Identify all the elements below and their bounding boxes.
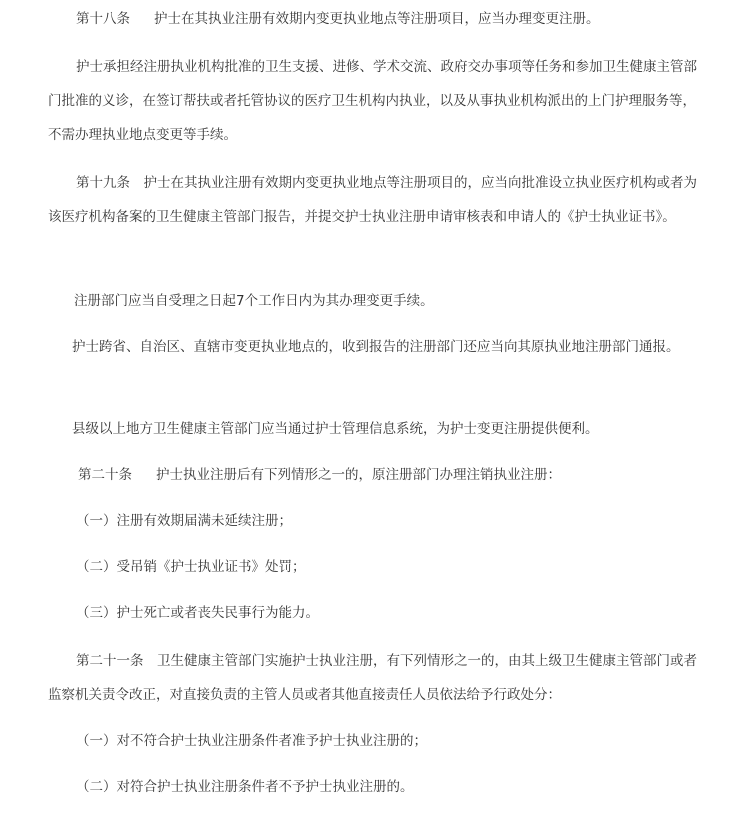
paragraph-info-system: 县级以上地方卫生健康主管部门应当通过护士管理信息系统，为护士变更注册提供便利。 xyxy=(72,421,599,437)
paragraph-change-deadline: 注册部门应当自受理之日起7个工作日内为其办理变更手续。 xyxy=(74,293,434,309)
paragraph-article-20 xyxy=(78,458,728,492)
list-item-21-1: （一）对不符合护士执业注册条件者准予护士执业注册的； xyxy=(76,733,427,749)
paragraph-article-18-note: 护士承担经注册执业机构批准的卫生支援、进修、学术交流、政府交办事项等任务和参加卫生健康主管部门批准的义诊，在签订帮扶或者托管协议的医疗卫生机构内执业，以及从事执业机构派出的上门护理服务等，不需办理执业地点变更等手续。 xyxy=(48,59,697,143)
list-item-20-1: （一）注册有效期届满未延续注册； xyxy=(76,513,292,529)
list-item-20-2: （二）受吊销《护士执业证书》处罚； xyxy=(76,559,306,575)
paragraph-text: 护士执业注册后有下列情形之一的，原注册部门办理注销执业注册： xyxy=(156,467,561,483)
list-item-21-2: （二）对符合护士执业注册条件者不予护士执业注册的。 xyxy=(76,779,414,795)
list-item-20-3: （三）护士死亡或者丧失民事行为能力。 xyxy=(76,605,319,621)
paragraph-text: 护士在其执业注册有效期内变更执业地点等注册项目，应当办理变更注册。 xyxy=(154,11,600,27)
paragraph-article-19: 第十九条 护士在其执业注册有效期内变更执业地点等注册项目的，应当向批准设立执业医疗机构或者为该医疗机构备案的卫生健康主管部门报告，并提交护士执业注册申请审核表和申请人的《护士执业证书》。 xyxy=(48,175,697,225)
paragraph-article-21: 第二十一条 卫生健康主管部门实施护士执业注册，有下列情形之一的，由其上级卫生健康主管部门或者监察机关责令改正，对直接负责的主管人员或者其他直接责任人员依法给予行政处分： xyxy=(48,653,697,703)
paragraph-cross-province: 护士跨省、自治区、直辖市变更执业地点的，收到报告的注册部门还应当向其原执业地注册部门通报。 xyxy=(72,339,680,355)
article-number: 第十八条 xyxy=(76,11,130,27)
article-number: 第二十条 xyxy=(78,467,132,483)
paragraph-article-18 xyxy=(76,2,726,36)
